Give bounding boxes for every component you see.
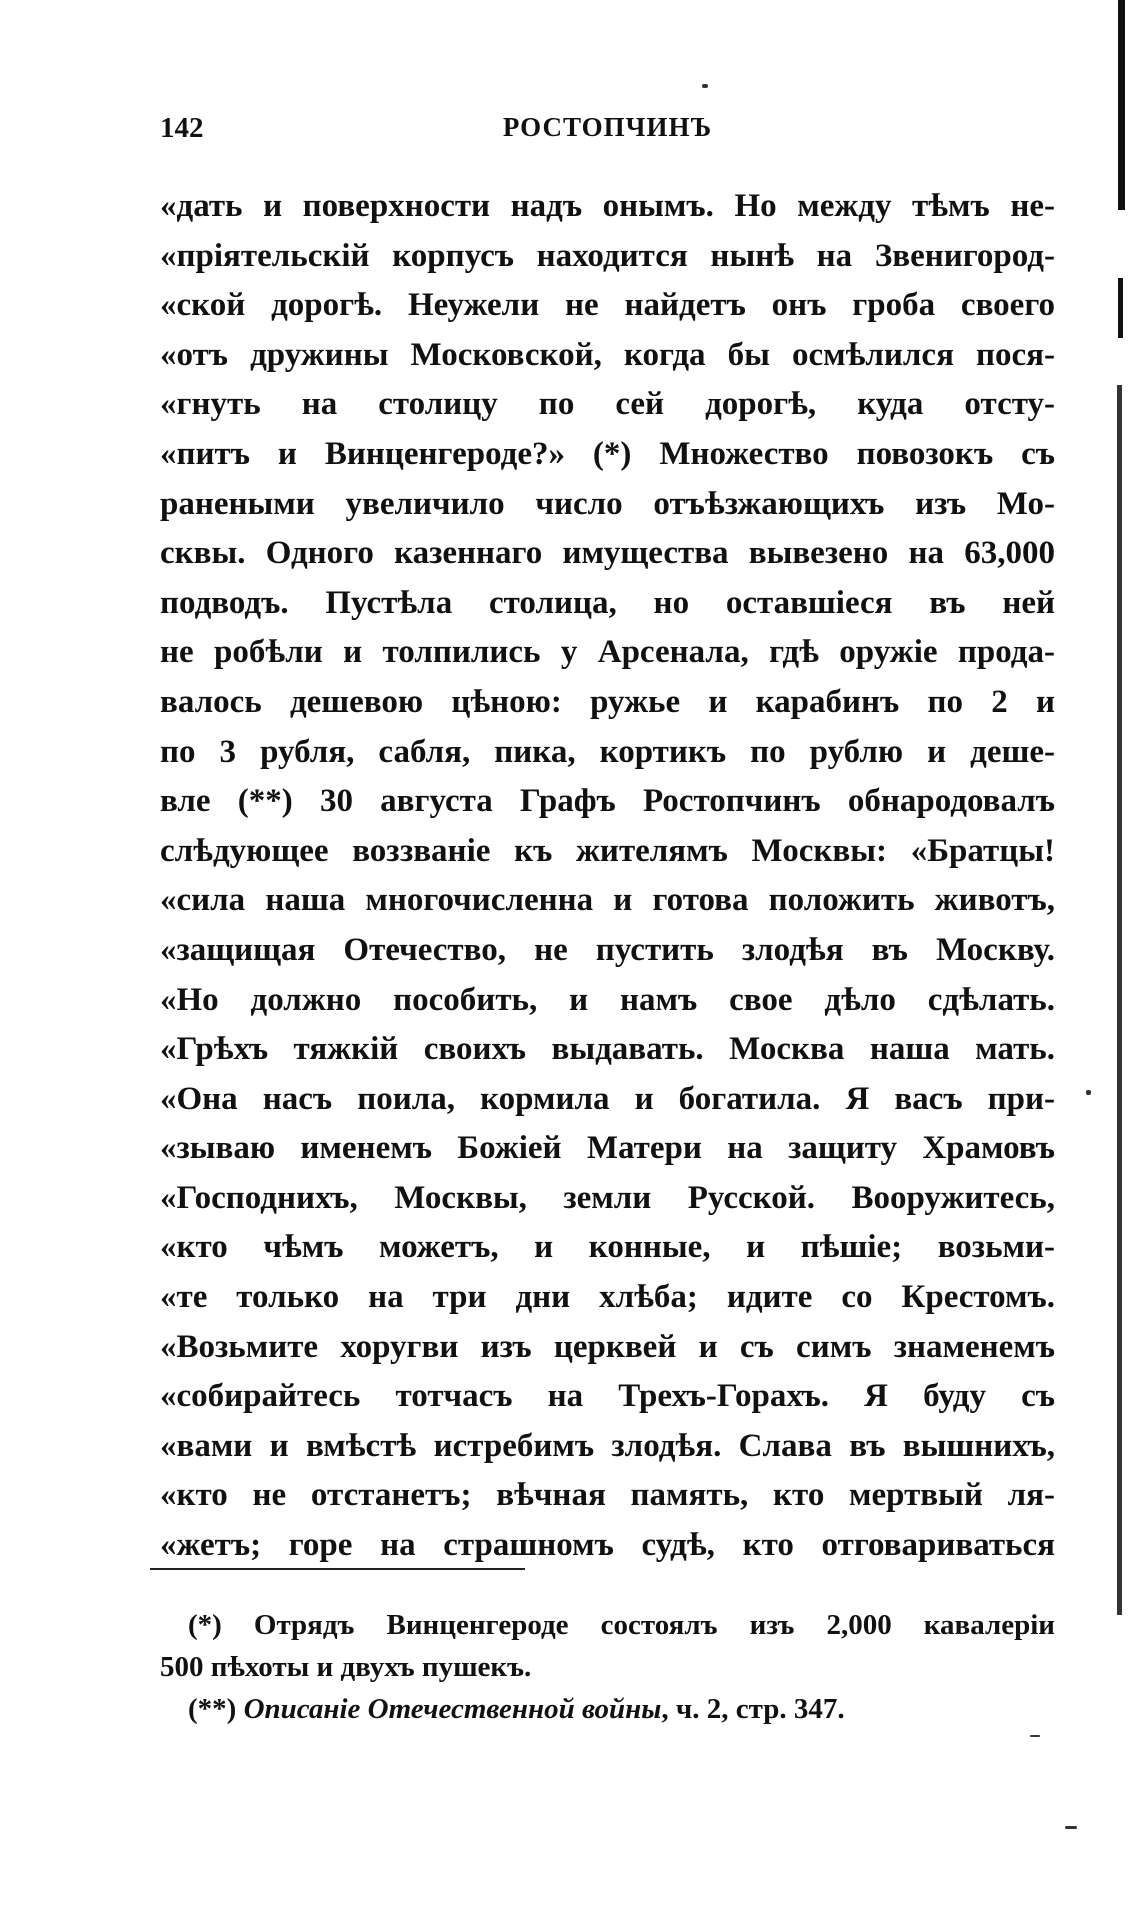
text-line: «ской дорогѣ. Неужели не найдетъ онъ гроба своего <box>160 287 1055 324</box>
text-line: по 3 рубля, сабля, пика, кортикъ по рублю и деше- <box>160 733 1055 770</box>
text-line: «защищая Отечество, не пустить злодѣя въ Москву. <box>160 931 1055 968</box>
footnote-1-line-2: 500 пѣхоты и двухъ пушекъ. <box>160 1651 532 1683</box>
footnotes <box>160 1604 1055 1730</box>
text-line: «кто чѣмъ можетъ, и конные, и пѣшіе; возьми- <box>160 1229 1055 1266</box>
text-line: «Возьмите хоругви изъ церквей и съ симъ знаменемъ <box>160 1328 1055 1365</box>
text-line: ранеными увеличило число отъѣзжающихъ изъ Мо- <box>160 485 1055 522</box>
text-line: «зываю именемъ Божіей Матери на защиту Храмовъ <box>160 1130 1055 1167</box>
footnote-2-mark: (**) <box>188 1693 237 1725</box>
text-line: валось дешевою цѣною: ружье и карабинъ по 2 и <box>160 683 1055 720</box>
text-line: слѣдующее воззваніе къ жителямъ Москвы: «Братцы! <box>160 832 1055 869</box>
text-line: «те только на три дни хлѣба; идите со Крестомъ. <box>160 1279 1055 1316</box>
text-line: «отъ дружины Московской, когда бы осмѣлился пося- <box>160 336 1055 373</box>
page-number: 142 <box>160 112 204 144</box>
text-line: не робѣли и толпились у Арсенала, гдѣ оружіе прода- <box>160 634 1055 671</box>
text-line: «гнуть на столицу по сей дорогѣ, куда отсту- <box>160 386 1055 423</box>
text-line: «собирайтесь тотчасъ на Трехъ-Горахъ. Я буду съ <box>160 1378 1055 1415</box>
text-line: «дать и поверхности надъ онымъ. Но между тѣмъ не- <box>160 188 1055 224</box>
text-line: «вами и вмѣстѣ истребимъ злодѣя. Слава въ вышнихъ, <box>160 1427 1055 1464</box>
footnote-2-title: Описаніе Отечественной войны <box>243 1693 662 1725</box>
text-line: подводъ. Пустѣла столица, но оставшіеся въ ней <box>160 584 1055 621</box>
text-line: «Она насъ поила, кормила и богатила. Я васъ при- <box>160 1080 1055 1117</box>
text-line: «Господнихъ, Москвы, земли Русской. Вооружитесь, <box>160 1179 1055 1216</box>
text-line: сквы. Одного казеннаго имущества вывезено на 63,000 <box>160 535 1055 572</box>
ink-speck <box>1065 1826 1077 1829</box>
page-edge-bar <box>1117 385 1122 1615</box>
text-line: «питъ и Винценгероде?» (*) Множество повозокъ съ <box>160 435 1055 472</box>
text-line: вле (**) 30 августа Графъ Ростопчинъ обнародовалъ <box>160 783 1055 820</box>
footnote-rule <box>150 1568 525 1570</box>
body-text <box>160 182 1055 1571</box>
footnote-2-reference: , ч. 2, стр. 347. <box>661 1693 845 1725</box>
text-line: «жетъ; горе на страшномъ судѣ, кто отговариваться <box>160 1527 1055 1564</box>
text-line: «пріятельскій корпусъ находится нынѣ на Звенигород- <box>160 237 1055 274</box>
running-head: РОСТОПЧИНЪ <box>502 112 713 142</box>
text-line: «Но должно пособить, и намъ свое дѣло сдѣлать. <box>160 981 1055 1018</box>
ink-speck <box>1086 1090 1091 1095</box>
page-edge-bar <box>1118 0 1125 210</box>
text-line: «сила наша многочисленна и готова положить животъ, <box>160 882 1055 919</box>
page-edge-bar <box>1118 278 1123 338</box>
page-header <box>160 112 1055 152</box>
text-line: «кто не отстанетъ; вѣчная память, кто мертвый ля- <box>160 1477 1055 1514</box>
ink-speck <box>1030 1735 1040 1737</box>
footnote-2 <box>160 1688 1055 1730</box>
footnote-1-line-1: (*) Отрядъ Винценгероде состоялъ изъ 2,000 кавалеріи <box>188 1609 1055 1641</box>
text-line: «Грѣхъ тяжкій своихъ выдавать. Москва наша мать. <box>160 1031 1055 1068</box>
ink-speck <box>702 84 708 88</box>
